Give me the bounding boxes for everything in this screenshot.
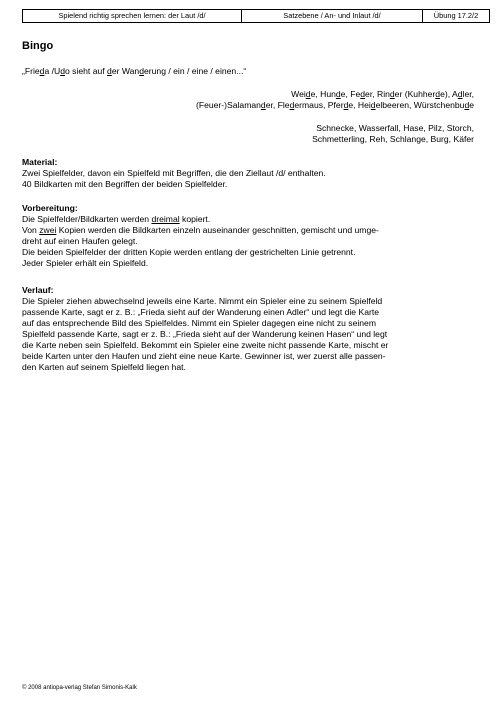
target-word-list	[22, 89, 474, 111]
distractor-word-line: Schmetterling, Reh, Schlange, Burg, Käfer	[312, 134, 474, 144]
emphasis: dreimal	[151, 214, 180, 224]
target-sound: d	[370, 100, 376, 110]
text-part: Von	[22, 225, 40, 235]
material-line: 40 Bildkarten mit den Begriffen der beiden Spielfelder.	[22, 179, 228, 189]
header-level: Satzebene / An- und Inlaut /d/	[242, 10, 423, 23]
target-sound: d	[305, 89, 311, 99]
target-sound: d	[107, 66, 112, 76]
word-part: e), A	[440, 89, 458, 99]
word-part: er (Kuhher	[394, 89, 436, 99]
text-part: Kopien werden die Bildkarten einzeln auseinander geschnitten, gemischt und umge-	[56, 225, 379, 235]
material-line: Zwei Spielfelder, davon ein Spielfeld mit Begriffen, die den Ziellaut /d/ enthalten.	[22, 168, 326, 178]
preparation-line: Jeder Spieler erhält ein Spielfeld.	[22, 258, 149, 268]
distractor-word-line: Schnecke, Wasserfall, Hase, Pilz, Storch,	[316, 123, 474, 133]
preparation-line	[22, 225, 474, 236]
target-sound: d	[435, 89, 441, 99]
target-sound: d	[335, 89, 341, 99]
emphasis: zwei	[39, 225, 57, 235]
sentence-part: er Wan	[111, 66, 140, 76]
material-section	[22, 157, 474, 190]
target-sound: d	[343, 100, 349, 110]
procedure-heading: Verlauf:	[22, 285, 54, 295]
preparation-section	[22, 203, 474, 269]
word-part: e, Hei	[348, 100, 371, 110]
target-sound: d	[360, 89, 366, 99]
material-heading: Material:	[22, 157, 58, 167]
procedure-line: die Karte neben sein Spielfeld. Bekommt ein Spieler eine zweite nicht passende Karte, mischt er	[22, 340, 389, 350]
word-part: Wei	[291, 89, 306, 99]
target-sound: d	[457, 89, 463, 99]
procedure-line: Die Spieler ziehen abwechselnd jeweils eine Karte. Nimmt ein Spieler eine zu seinem Spielfeld	[22, 296, 383, 306]
header-exercise-number: Übung 17.2/2	[423, 10, 490, 23]
preparation-line: dreht auf einen Haufen gelegt.	[22, 236, 138, 246]
target-sound: d	[139, 66, 144, 76]
sentence-part: a /U	[44, 66, 61, 76]
page-title: Bingo	[22, 40, 54, 52]
word-part: er, Rin	[365, 89, 390, 99]
word-part: e, Fe	[340, 89, 361, 99]
target-sound: d	[39, 66, 45, 76]
header-series-title: Spielend richtig sprechen lernen: der Laut /d/	[23, 10, 242, 23]
word-part: er, Fle	[265, 100, 290, 110]
word-part: ermaus, Pfer	[294, 100, 344, 110]
word-part: e, Hun	[310, 89, 336, 99]
target-word-line	[22, 100, 474, 111]
text-part: Die Spielfelder/Bildkarten werden	[22, 214, 152, 224]
target-sound: d	[389, 89, 395, 99]
sentence-part: erung / ein / eine / einen...“	[144, 66, 247, 76]
preparation-line	[22, 214, 474, 225]
target-word-line	[22, 89, 474, 100]
preparation-line: Die beiden Spielfelder der dritten Kopie werden entlang der gestrichelten Linie getrennt.	[22, 247, 356, 257]
text-part: kopiert.	[179, 214, 211, 224]
word-part: elbeeren, Würstchenbu	[375, 100, 465, 110]
sentence-template	[22, 66, 474, 77]
target-sound: d	[464, 100, 470, 110]
word-part: e	[469, 100, 474, 110]
copyright-footer: © 2008 antiopa-verlag Stefan Simonis-Kalk	[22, 685, 137, 691]
distractor-word-list	[22, 123, 474, 145]
sentence-part: o sieht auf	[65, 66, 108, 76]
procedure-line: den Karten auf seinem Spielfeld liegen hat.	[22, 362, 186, 372]
target-sound: d	[289, 100, 295, 110]
procedure-line: Spielfeld passende Karte, sagt er z. B.: „Frieda sieht auf der Wanderung keinen Hasen“ und legt	[22, 329, 388, 339]
target-sound: d	[260, 100, 266, 110]
procedure-line: passende Karte, sagt er z. B.: „Frieda sieht auf der Wanderung einen Adler“ und legt die Karte	[22, 307, 380, 317]
word-part: ler,	[462, 89, 474, 99]
page-header	[22, 9, 490, 23]
sentence-part: „Frie	[22, 66, 40, 76]
procedure-section	[22, 285, 474, 373]
procedure-line: beide Karten unter den Haufen und zieht eine neue Karte. Gewinner ist, wer zuerst alle passen-	[22, 351, 386, 361]
procedure-line: auf das entsprechende Bild des Spielfeldes. Nimmt ein Spieler dagegen eine nicht zu seinem	[22, 318, 376, 328]
word-part: (Feuer-)Salaman	[195, 100, 261, 110]
target-sound: d	[60, 66, 65, 76]
preparation-heading: Vorbereitung:	[22, 203, 78, 213]
